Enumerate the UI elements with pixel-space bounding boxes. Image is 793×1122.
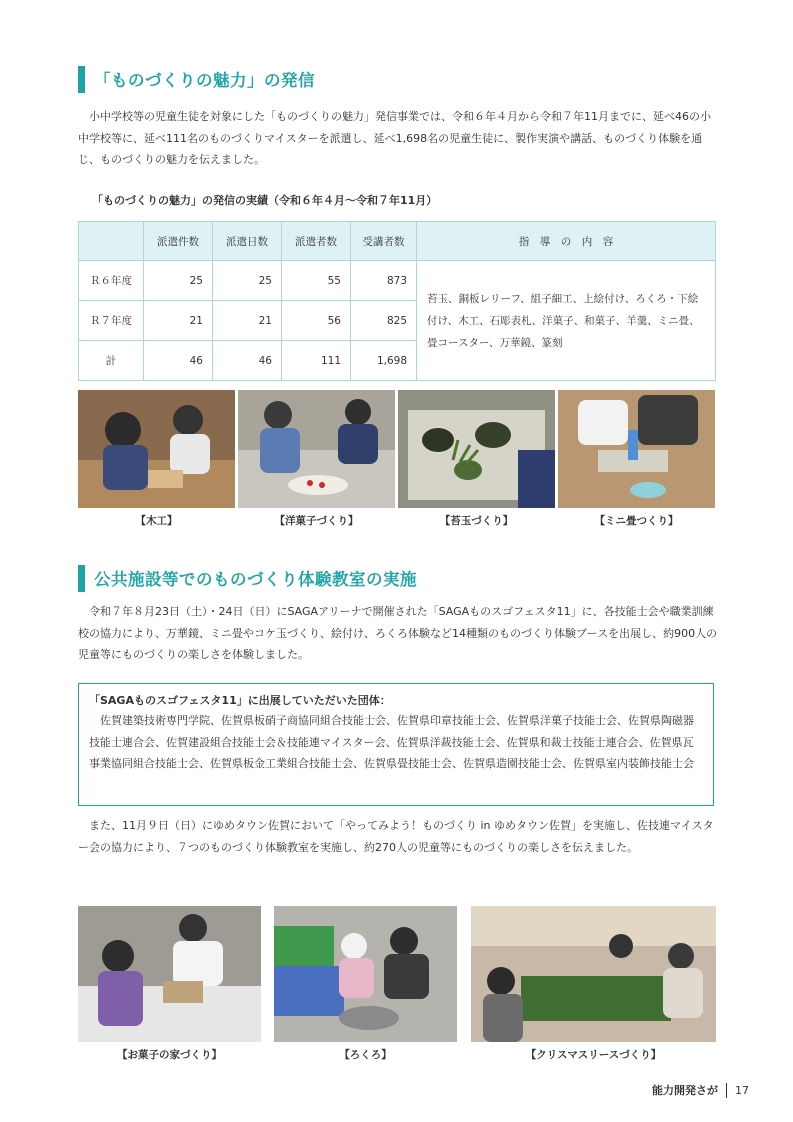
table-row (79, 261, 716, 301)
table-header: 派遣日数 (213, 222, 282, 261)
row-label: Ｒ７年度 (79, 301, 144, 341)
photo-christmas-wreath (471, 906, 716, 1042)
photo-sweets-house (78, 906, 261, 1042)
publication-name: 能力開発さが (652, 1084, 718, 1097)
heading-title: 「ものづくりの魅力」の発信 (94, 71, 315, 90)
table-cell: 46 (213, 341, 282, 381)
footer-divider (726, 1083, 727, 1098)
exhibitor-box (78, 683, 714, 806)
photo-caption: 【お菓子の家づくり】 (117, 1049, 222, 1061)
photo-mini-tatami (558, 390, 715, 508)
photo-caption: 【洋菓子づくり】 (274, 515, 359, 527)
table-cell: 873 (351, 261, 417, 301)
page-number: 17 (735, 1083, 749, 1097)
heading-bar (78, 66, 85, 93)
photo-caption: 【木工】 (135, 515, 178, 527)
photo-pottery-wheel (274, 906, 457, 1042)
section2-paragraph-1: 令和７年８月23日（土）・24日（日）にSAGAアリーナで開催された「SAGAものスゴフェスタ11」に、各技能士会や職業訓練校の協力により、万華鏡、ミニ畳やコケ玉づくり、絵付け、ろくろ体験など14種類のものづくり体験ブースを出展し、約900人の児童等にものづくりの楽しさを体験しました。 (78, 605, 718, 661)
photo-caption: 【クリスマスリースづくり】 (525, 1049, 662, 1061)
table-cell: 111 (282, 341, 351, 381)
exhibitor-box-title: 「SAGAものスゴフェスタ11」に出展していただいた団体： (89, 694, 391, 707)
guidance-content: 苔玉、銅板レリーフ、組子細工、上絵付け、ろくろ・下絵付け、木工、石彫表札、洋菓子、和菓子、羊羹、ミニ畳、畳コースター、万華鏡、篆刻 (417, 261, 716, 381)
table-cell: 21 (144, 301, 213, 341)
heading-bar (78, 565, 85, 592)
table-cell: 56 (282, 301, 351, 341)
table-header: 派遣者数 (282, 222, 351, 261)
table-header-row (79, 222, 716, 261)
photo-woodwork (78, 390, 235, 508)
page-footer (652, 1082, 749, 1098)
table-cell: 21 (213, 301, 282, 341)
table-cell: 1,698 (351, 341, 417, 381)
table-header: 受講者数 (351, 222, 417, 261)
table-cell: 825 (351, 301, 417, 341)
table-header-blank (79, 222, 144, 261)
table-header: 派遣件数 (144, 222, 213, 261)
photo-caption: 【ろくろ】 (339, 1049, 392, 1061)
heading-title: 公共施設等でのものづくり体験教室の実施 (94, 570, 417, 589)
photo-caption: 【ミニ畳つくり】 (594, 515, 679, 527)
section2-paragraph-2: また、11月９日（日）にゆめタウン佐賀において「やってみよう！ものづくり in ゆめタウン佐賀」を実施し、佐技連マイスター会の協力により、７つのものづくり体験教室を実施し、約270人の児童等にものづくりの楽しさを伝えました。 (78, 819, 714, 854)
table-cell: 25 (213, 261, 282, 301)
row-label: Ｒ６年度 (79, 261, 144, 301)
table-caption: 「ものづくりの魅力」の発信の実績（令和６年４月～令和７年11月） (92, 194, 438, 207)
section-heading-public-facility (78, 563, 417, 593)
row-label: 計 (79, 341, 144, 381)
table-cell: 25 (144, 261, 213, 301)
results-table (78, 221, 716, 381)
table-header: 指 導 の 内 容 (417, 222, 716, 261)
exhibitor-box-body: 佐賀建築技術専門学院、佐賀県板硝子商協同組合技能士会、佐賀県印章技能士会、佐賀県洋菓子技能士会、佐賀県陶磁器技能士連合会、佐賀建設組合技能士会＆技能連マイスター会、佐賀県洋裁技能士会、佐賀県和裁士技能士連合会、佐賀県瓦事業協同組合技能士会、佐賀県板金工業組合技能士会、佐賀県畳技能士会、佐賀県造園技能士会、佐賀県室内装飾技能士会 (89, 714, 694, 770)
section1-paragraph: 小中学校等の児童生徒を対象にした「ものづくりの魅力」発信事業では、令和６年４月から令和７年11月までに、延べ46の小中学校等に、延べ111名のものづくりマイスターを派遣し、延べ1,698名の児童生徒に、製作実演や講話、ものづくり体験を通じ、ものづくりの魅力を伝えました。 (78, 110, 711, 166)
photo-moss-ball (398, 390, 555, 508)
photo-western-sweets (238, 390, 395, 508)
table-cell: 46 (144, 341, 213, 381)
photo-caption: 【苔玉づくり】 (439, 515, 514, 527)
table-cell: 55 (282, 261, 351, 301)
section-heading-monozukuri (78, 64, 315, 94)
